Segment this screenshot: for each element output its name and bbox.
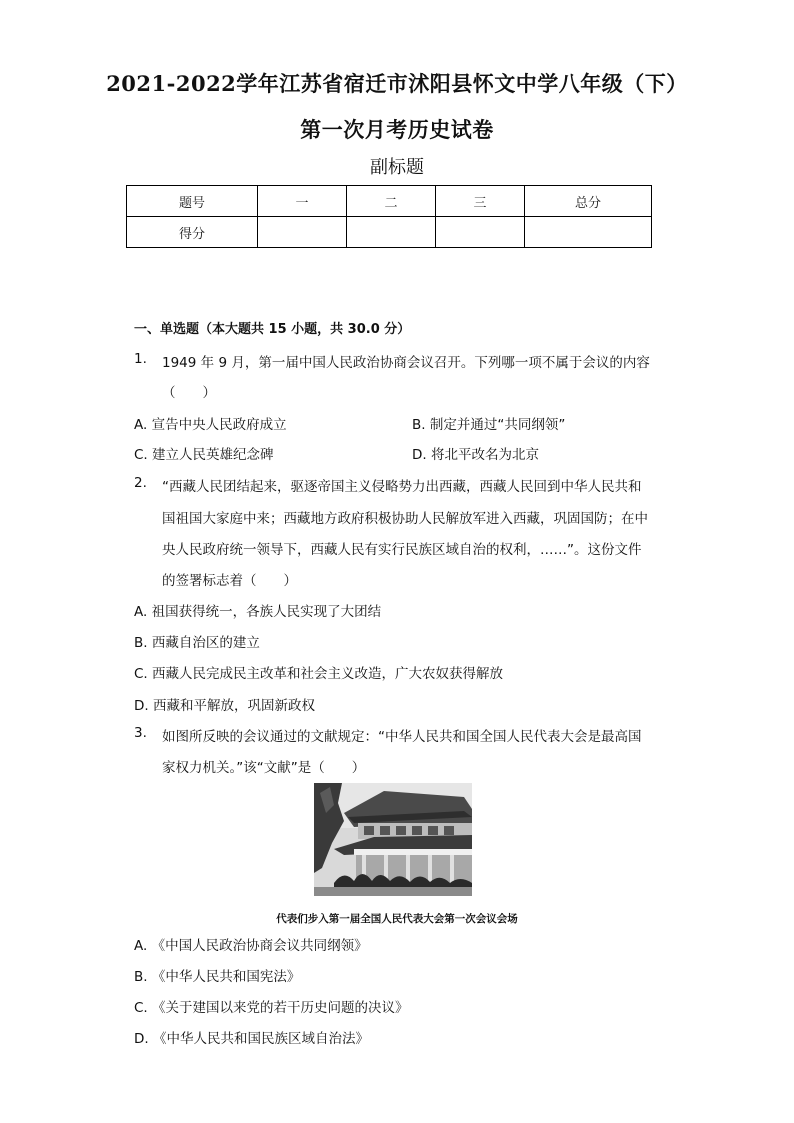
option-b[interactable]: B. 《中华人民共和国宪法》: [134, 969, 301, 985]
score-header-cell: 题号: [127, 186, 258, 217]
score-entry-cell[interactable]: [525, 217, 652, 248]
score-entry-cell[interactable]: [436, 217, 525, 248]
score-table: [126, 185, 652, 248]
question-number: 2.: [134, 475, 147, 491]
question-stem: 国祖国大家庭中来；西藏地方政府积极协助人民解放军进入西藏，巩固国防；在中: [162, 511, 648, 527]
option-c[interactable]: C. 西藏人民完成民主改革和社会主义改造，广大农奴获得解放: [134, 666, 504, 682]
congress-hall-photo: [314, 783, 472, 896]
question-stem: 如图所反映的会议通过的文献规定：“中华人民共和国全国人民代表大会是最高国: [162, 729, 642, 745]
exam-title-line1: 2021-2022学年江苏省宿迁市沭阳县怀文中学八年级（下）: [106, 71, 688, 96]
question-stem: （ ）: [162, 385, 216, 401]
option-c[interactable]: C. 《关于建国以来党的若干历史问题的决议》: [134, 1000, 409, 1016]
option-a[interactable]: A. 宣告中央人民政府成立: [134, 417, 287, 433]
option-a[interactable]: A. 祖国获得统一，各族人民实现了大团结: [134, 604, 382, 620]
option-b[interactable]: B. 西藏自治区的建立: [134, 635, 260, 651]
option-c[interactable]: C. 建立人民英雄纪念碑: [134, 447, 274, 463]
figure-caption: 代表们步入第一届全国人民代表大会第一次会议会场: [276, 913, 518, 925]
option-d[interactable]: D. 将北平改名为北京: [412, 447, 539, 463]
question-stem: 央人民政府统一领导下，西藏人民有实行民族区域自治的权利，……”。这份文件: [162, 542, 642, 558]
exam-title-line2: 第一次月考历史试卷: [300, 117, 494, 142]
option-b[interactable]: B. 制定并通过“共同纲领”: [412, 417, 566, 433]
score-table-header-row: [127, 186, 652, 217]
score-header-cell: 三: [436, 186, 525, 217]
question-stem: 1949 年 9 月，第一届中国人民政治协商会议召开。下列哪一项不属于会议的内容: [162, 355, 650, 371]
score-entry-cell[interactable]: [258, 217, 347, 248]
question-stem: 的签署标志着（ ）: [162, 573, 297, 589]
question-stem: “西藏人民团结起来，驱逐帝国主义侵略势力出西藏，西藏人民回到中华人民共和: [162, 479, 642, 495]
question-stem: 家权力机关。”该“文献”是（ ）: [162, 760, 366, 776]
option-d[interactable]: D. 西藏和平解放，巩固新政权: [134, 698, 315, 714]
score-header-cell: 总分: [525, 186, 652, 217]
question-number: 1.: [134, 351, 147, 367]
score-header-cell: 一: [258, 186, 347, 217]
score-table-score-row: [127, 217, 652, 248]
option-d[interactable]: D. 《中华人民共和国民族区域自治法》: [134, 1031, 369, 1047]
option-a[interactable]: A. 《中国人民政治协商会议共同纲领》: [134, 938, 368, 954]
section-heading: 一、单选题（本大题共 15 小题，共 30.0 分）: [134, 322, 411, 337]
score-row-label: 得分: [127, 217, 258, 248]
question-number: 3.: [134, 725, 147, 741]
score-header-cell: 二: [347, 186, 436, 217]
exam-subtitle: 副标题: [370, 157, 424, 178]
score-entry-cell[interactable]: [347, 217, 436, 248]
